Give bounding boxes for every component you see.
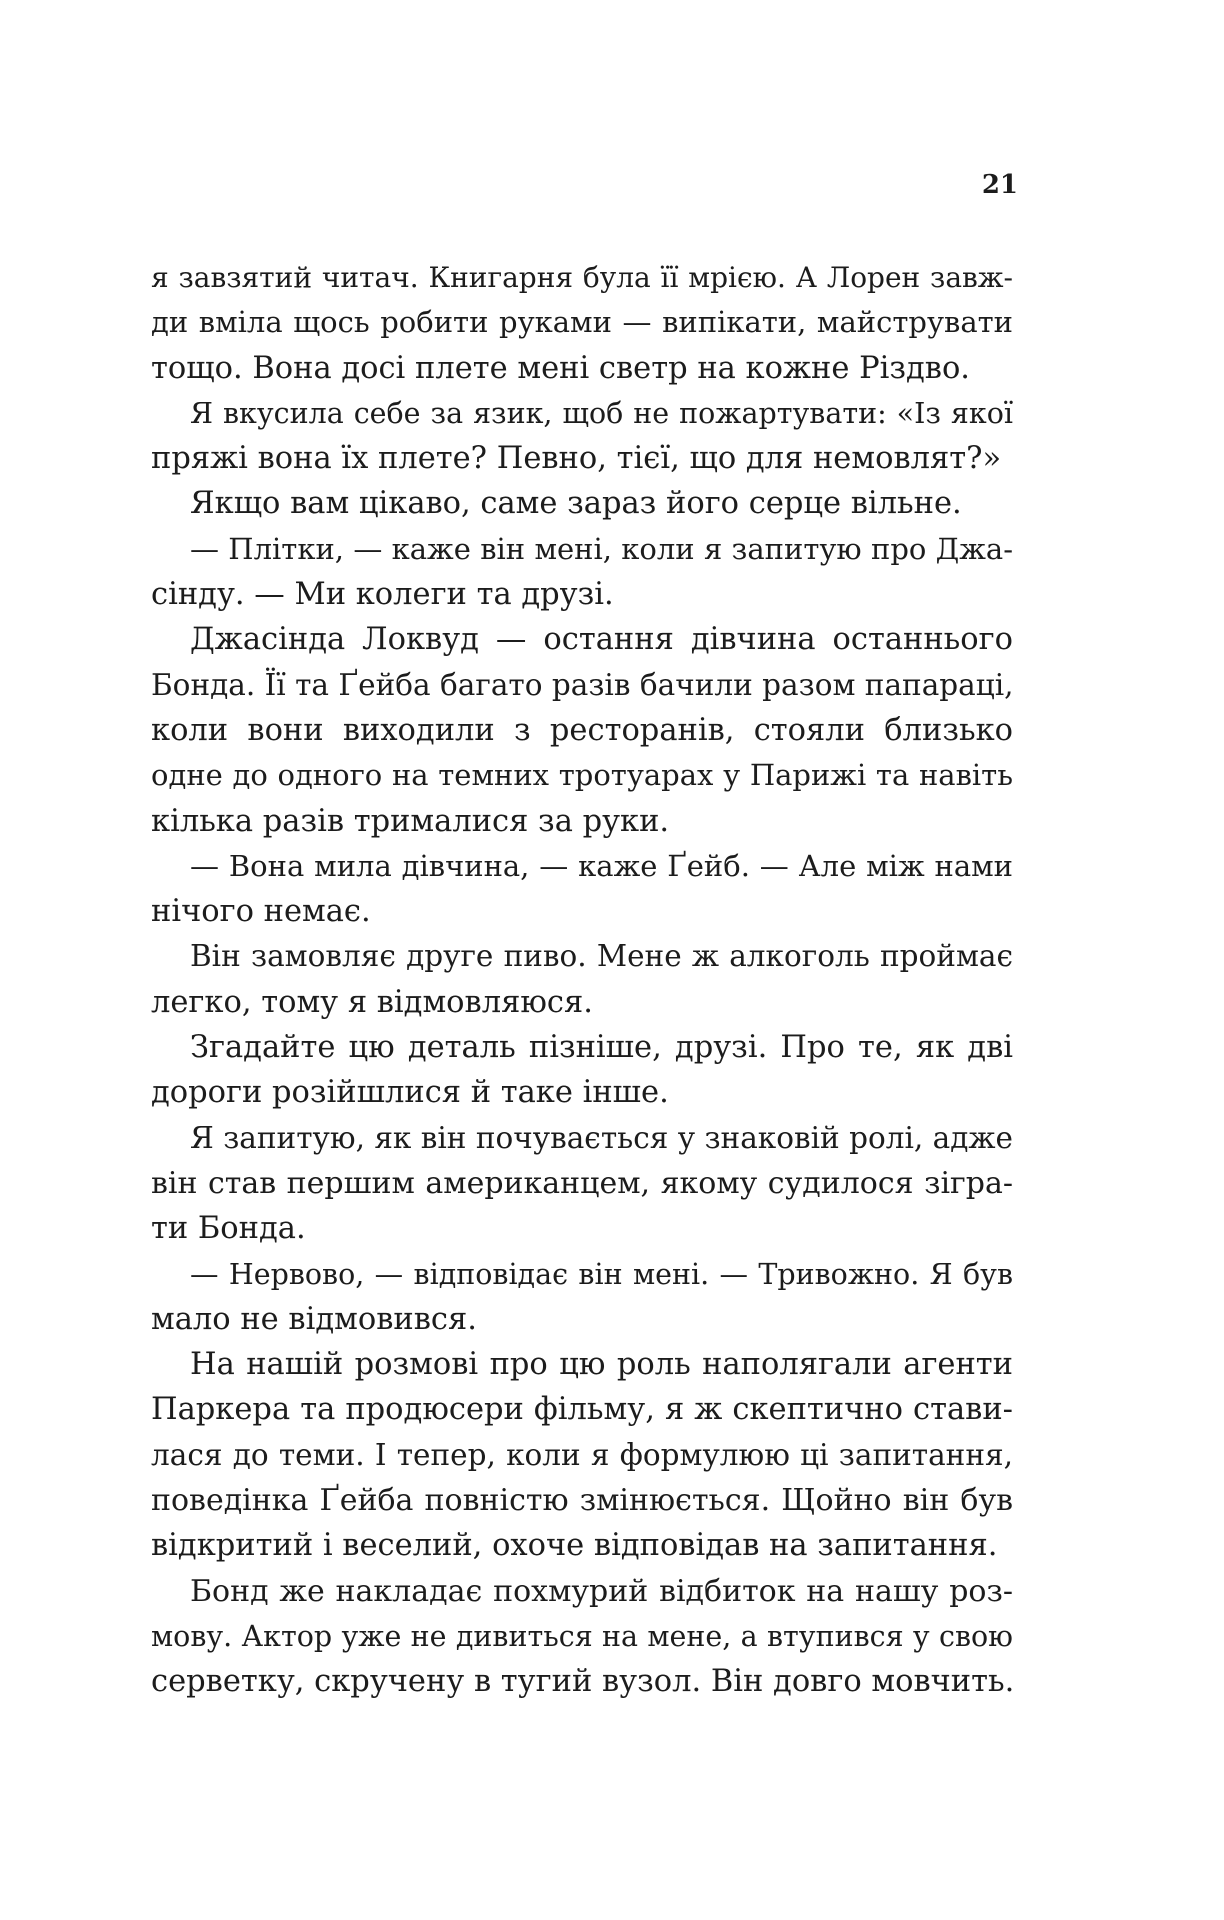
text-line: тощо. Вона досі плете мені светр на кожне Різдво. (151, 350, 971, 386)
text-line: лася до теми. І тепер, коли я формулюю ці запитання, (151, 1437, 1013, 1472)
text-line: Джасінда Локвуд — остання дівчина останнього (190, 622, 1013, 658)
text-line: Він замовляє друге пиво. Мене ж алкоголь проймає (190, 939, 1013, 974)
text-line: нічого немає. (151, 894, 371, 930)
text-line: ти Бонда. (151, 1211, 306, 1247)
text-line: дороги розійшлися й таке інше. (151, 1075, 669, 1111)
text-line: ди вміла щось робити руками — випікати, майструвати (151, 305, 1013, 340)
text-line: поведінка Ґейба повністю змінюється. Щойно він був (151, 1483, 1013, 1519)
text-line: Якщо вам цікаво, саме зараз його серце вільне. (190, 486, 962, 522)
text-line: — Вона мила дівчина, — каже Ґейб. — Але між нами (190, 848, 1013, 883)
text-line: Паркера та продюсери фільму, я ж скептично стави- (151, 1392, 1013, 1428)
text-line: пряжі вона їх плете? Певно, тієї, що для немовлят?» (151, 441, 1002, 477)
text-line: серветку, скручену в тугий вузол. Він довго мовчить. (151, 1664, 1015, 1700)
text-line: На нашій розмові про цю роль наполягали агенти (190, 1347, 1013, 1383)
text-line: одне до одного на темних тротуарах у Парижі та навіть (151, 758, 1013, 793)
text-line: сінду. — Ми колеги та друзі. (151, 577, 614, 613)
text-line: мову. Актор уже не дивиться на мене, а втупився у свою (151, 1619, 1013, 1653)
text-line: коли вони виходили з ресторанів, стояли близько (151, 712, 1013, 748)
text-line: легко, тому я відмовляюся. (151, 984, 593, 1020)
text-line: — Плітки, — каже він мені, коли я запитую про Джа- (190, 531, 1013, 566)
page-number: 21 (981, 170, 1018, 200)
text-line: Я запитую, як він почувається у знаковій ролі, адже (190, 1120, 1013, 1155)
text-line: він став першим американцем, якому судилося зігра- (151, 1165, 1013, 1201)
text-line: я завзятий читач. Книгарня була її мрією. А Лорен завж- (151, 261, 1013, 294)
text-line: Бонд же накладає похмурий відбиток на нашу роз- (190, 1573, 1013, 1609)
text-line: відкритий і веселий, охоче відповідав на запитання. (151, 1528, 998, 1564)
text-line: — Нервово, — відповідає він мені. — Тривожно. Я був (190, 1257, 1013, 1291)
text-line: Я вкусила себе за язик, щоб не пожартувати: «Із якої (190, 396, 1013, 430)
text-line: Згадайте цю деталь пізніше, друзі. Про те, як дві (190, 1030, 1013, 1066)
text-line: кілька разів трималися за руки. (151, 803, 670, 839)
text-line: Бонда. Її та Ґейба багато разів бачили разом папараці, (151, 667, 1014, 702)
text-line: мало не відмовився. (151, 1301, 477, 1337)
body-text (151, 255, 1013, 1705)
